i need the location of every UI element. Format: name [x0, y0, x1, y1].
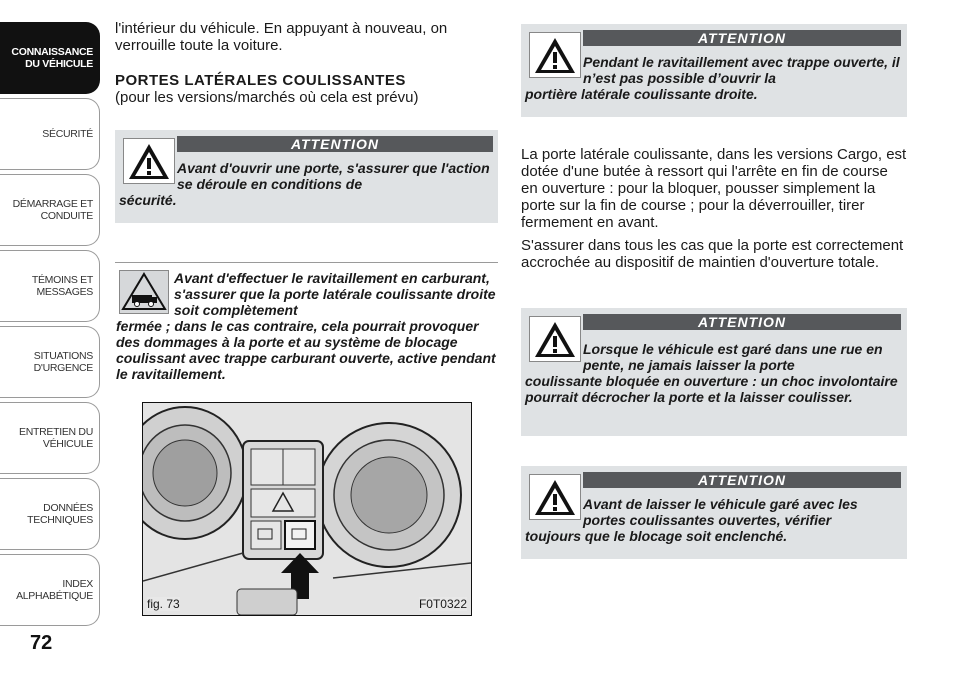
attention-header: ATTENTION — [177, 136, 493, 152]
page-number: 72 — [30, 632, 53, 654]
tab-index[interactable] — [0, 554, 100, 626]
divider — [115, 262, 498, 263]
attention-box-4 — [521, 466, 907, 559]
section-subtitle: (pour les versions/marchés où cela est prévu) — [115, 89, 419, 106]
attention-box-3 — [521, 308, 907, 436]
tab-temoins[interactable] — [0, 250, 100, 322]
tab-donnees[interactable] — [0, 478, 100, 550]
tab-entretien[interactable] — [0, 402, 100, 474]
attention-text — [119, 160, 491, 208]
attention-text-first: Lorsque le véhicule est garé dans une rue en pente, ne jamais laisser la porte — [583, 341, 883, 373]
dashboard-illustration — [143, 403, 471, 615]
left-column — [115, 20, 498, 106]
right-text — [521, 146, 907, 271]
tab-situations[interactable] — [0, 326, 100, 398]
attention-box-1 — [115, 130, 498, 223]
attention-text-rest: coulissante bloquée en ouverture : un choc involontaire pourrait décrocher la porte et la laisser coulisser. — [525, 373, 898, 405]
tab-label: SITUATIONS D'URGENCE — [33, 350, 93, 374]
attention-header: ATTENTION — [583, 314, 901, 330]
tab-label: DONNÉES TECHNIQUES — [27, 502, 93, 526]
figure-code: F0T0322 — [418, 597, 467, 611]
paragraph-2: S'assurer dans tous les cas que la porte est correctement accrochée au dispositif de maintien d'ouverture totale. — [521, 237, 904, 271]
attention-text-rest: sécurité. — [119, 192, 177, 208]
attention-text-rest: toujours que le blocage soit enclenché. — [525, 528, 788, 544]
note-text-first: Avant d'effectuer le ravitaillement en carburant, s'assurer que la porte latérale coulissante droite soit complètement — [174, 270, 496, 318]
section-title: PORTES LATÉRALES COULISSANTES — [115, 72, 406, 89]
tab-label: CONNAISSANCE DU VÉHICULE — [11, 46, 93, 70]
attention-text-first: Avant de laisser le véhicule garé avec les portes coulissantes ouvertes, vérifier — [583, 496, 858, 528]
paragraph-1: La porte latérale coulissante, dans les versions Cargo, est dotée d'une butée à ressort qui l'arrête en fin de course en ouverture : pour la bloquer, pousser simplement la porte sur la fin de course ; pour la déverrouiller, tirer fermement en avant. — [521, 146, 907, 231]
attention-text-first: Avant d'ouvrir une porte, s'assurer que l'action se déroule en conditions de — [177, 160, 490, 192]
attention-text — [525, 341, 901, 405]
attention-text-rest: portière latérale coulissante droite. — [525, 86, 758, 102]
tab-label: ENTRETIEN DU VÉHICULE — [19, 426, 93, 450]
attention-header: ATTENTION — [583, 472, 901, 488]
tab-demarrage[interactable] — [0, 174, 100, 246]
tab-label: TÉMOINS ET MESSAGES — [31, 274, 93, 298]
attention-header: ATTENTION — [583, 30, 901, 46]
attention-text-first: Pendant le ravitaillement avec trappe ouverte, il n’est pas possible d’ouvrir la — [583, 54, 900, 86]
attention-box-2 — [521, 24, 907, 117]
tab-label: INDEX ALPHABÉTIQUE — [16, 578, 93, 602]
tab-connaissance[interactable] — [0, 22, 100, 94]
dashboard-figure — [142, 402, 472, 616]
refuel-note — [116, 270, 498, 382]
attention-text — [525, 54, 901, 102]
tab-label: SÉCURITÉ — [42, 128, 93, 140]
figure-number: fig. 73 — [147, 597, 180, 611]
note-text-rest: fermée ; dans le cas contraire, cela pourrait provoquer des dommages à la porte et au système de blocage coulissant avec trappe carburant ouverte, active pendant le ravitaillement. — [116, 318, 496, 382]
intro-paragraph: l'intérieur du véhicule. En appuyant à nouveau, on verrouille toute la voiture. — [115, 20, 448, 54]
attention-text — [525, 496, 901, 544]
tab-securite[interactable] — [0, 98, 100, 170]
tab-label: DÉMARRAGE ET CONDUITE — [12, 198, 93, 222]
